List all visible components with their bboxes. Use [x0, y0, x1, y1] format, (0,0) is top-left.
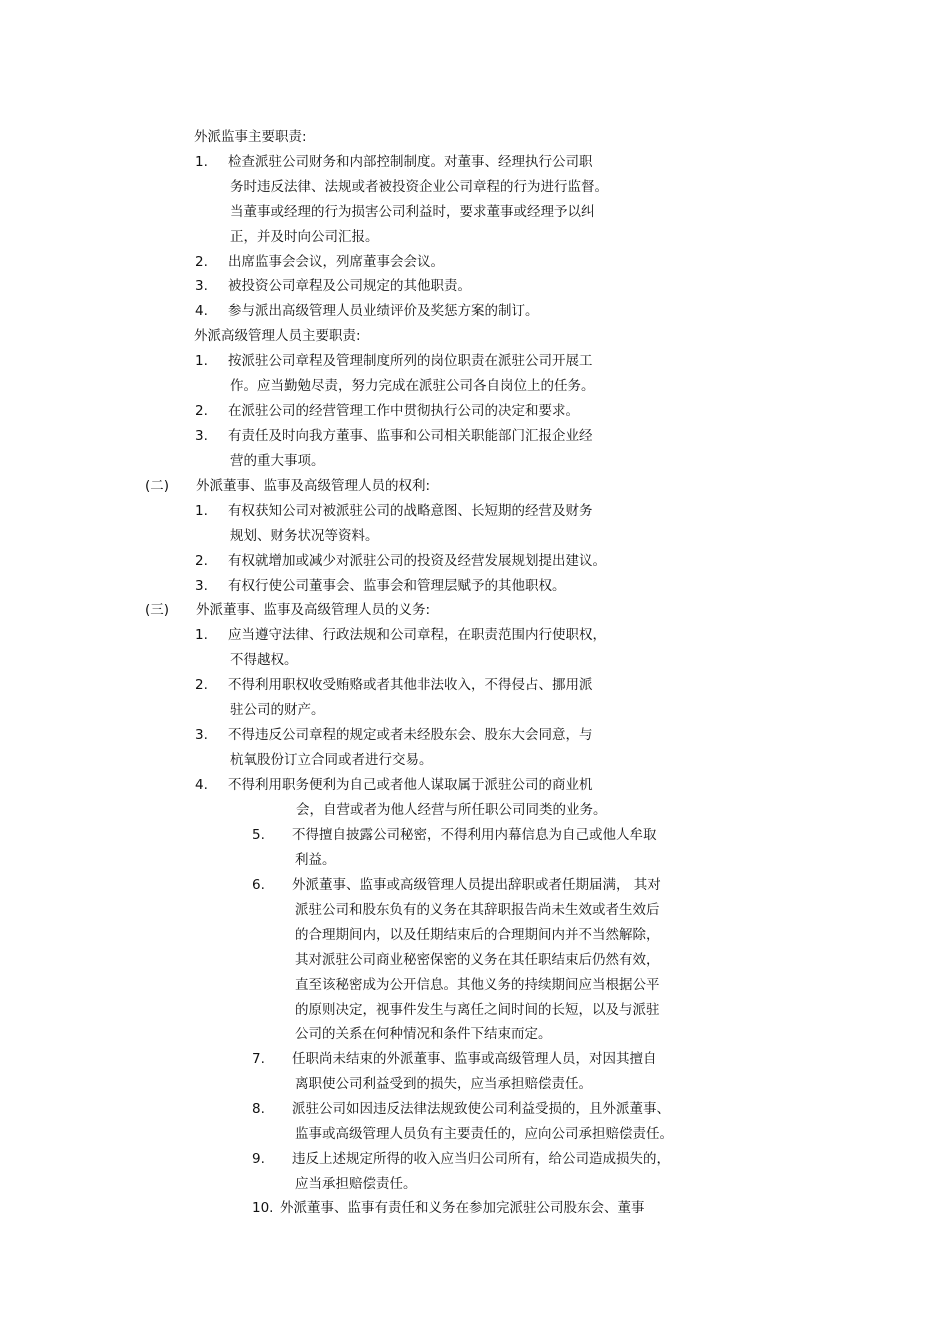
item-text: 有权行使公司董事会、监事会和管理层赋予的其他职权。: [228, 578, 566, 594]
section-marker: (二): [145, 478, 170, 494]
item-text: 被投资公司章程及公司规定的其他职责。: [228, 278, 471, 294]
section-marker: (三): [145, 602, 170, 618]
item-text: 应当承担赔偿责任。: [295, 1176, 417, 1192]
item-text: 检查派驻公司财务和内部控制制度。对董事、经理执行公司职: [228, 154, 593, 170]
item-number: 10.: [252, 1200, 274, 1216]
item-text: 当董事或经理的行为损害公司利益时，要求董事或经理予以纠: [230, 204, 595, 220]
item-text: 不得违反公司章程的规定或者未经股东会、股东大会同意，与: [228, 727, 593, 743]
item-number: 2.: [195, 403, 208, 419]
item-number: 4.: [195, 303, 208, 319]
item-text: 外派董事、监事或高级管理人员提出辞职或者任期届满， 其对: [292, 877, 661, 893]
item-text: 规划、财务状况等资料。: [230, 528, 379, 544]
item-text: 按派驻公司章程及管理制度所列的岗位职责在派驻公司开展工: [228, 353, 593, 369]
item-number: 8.: [252, 1101, 265, 1117]
item-text: 的原则决定，视事件发生与离任之间时间的长短，以及与派驻: [295, 1002, 660, 1018]
item-text: 任职尚未结束的外派董事、监事或高级管理人员，对因其擅自: [292, 1051, 657, 1067]
rights-heading: 外派董事、监事及高级管理人员的权利:: [196, 478, 431, 494]
manager-duties-heading: 外派高级管理人员主要职责:: [194, 328, 361, 344]
item-number: 4.: [195, 777, 208, 793]
item-number: 2.: [195, 254, 208, 270]
item-text: 违反上述规定所得的收入应当归公司所有，给公司造成损失的，: [292, 1151, 670, 1167]
item-text: 其对派驻公司商业秘密保密的义务在其任职结束后仍然有效，: [295, 952, 660, 968]
item-text: 有权就增加或减少对派驻公司的投资及经营发展规划提出建议。: [228, 553, 606, 569]
item-number: 3.: [195, 578, 208, 594]
item-text: 不得利用职权收受贿赂或者其他非法收入，不得侵占、挪用派: [228, 677, 593, 693]
item-number: 2.: [195, 553, 208, 569]
item-text: 直至该秘密成为公开信息。其他义务的持续期间应当根据公平: [295, 977, 660, 993]
item-text: 的合理期间内，以及任期结束后的合理期间内并不当然解除，: [295, 927, 660, 943]
item-text: 会，自营或者为他人经营与所任职公司同类的业务。: [296, 802, 607, 818]
item-text: 不得擅自披露公司秘密，不得利用内幕信息为自己或他人牟取: [292, 827, 657, 843]
item-number: 3.: [195, 278, 208, 294]
item-text: 杭氧股份订立合同或者进行交易。: [230, 752, 433, 768]
item-text: 外派董事、监事有责任和义务在参加完派驻公司股东会、董事: [280, 1200, 645, 1216]
item-number: 1.: [195, 154, 208, 170]
item-text: 有责任及时向我方董事、监事和公司相关职能部门汇报企业经: [228, 428, 593, 444]
item-number: 7.: [252, 1051, 265, 1067]
item-number: 5.: [252, 827, 265, 843]
item-text: 离职使公司利益受到的损失，应当承担赔偿责任。: [295, 1076, 592, 1092]
item-text: 公司的关系在何种情况和条件下结束而定。: [295, 1026, 552, 1042]
item-text: 在派驻公司的经营管理工作中贯彻执行公司的决定和要求。: [228, 403, 579, 419]
item-text: 派驻公司如因违反法律法规致使公司利益受损的，且外派董事、: [292, 1101, 670, 1117]
item-number: 6.: [252, 877, 265, 893]
item-text: 出席监事会会议，列席董事会会议。: [228, 254, 444, 270]
item-text: 不得利用职务便利为自己或者他人谋取属于派驻公司的商业机: [228, 777, 593, 793]
item-number: 9.: [252, 1151, 265, 1167]
item-text: 有权获知公司对被派驻公司的战略意图、长短期的经营及财务: [228, 503, 593, 519]
item-number: 3.: [195, 428, 208, 444]
item-text: 派驻公司和股东负有的义务在其辞职报告尚未生效或者生效后: [295, 902, 660, 918]
item-text: 不得越权。: [230, 652, 298, 668]
item-text: 正，并及时向公司汇报。: [230, 229, 379, 245]
item-text: 驻公司的财产。: [230, 702, 325, 718]
obligations-heading: 外派董事、监事及高级管理人员的义务:: [196, 602, 431, 618]
item-number: 1.: [195, 627, 208, 643]
item-number: 2.: [195, 677, 208, 693]
item-number: 1.: [195, 353, 208, 369]
item-text: 务时违反法律、法规或者被投资企业公司章程的行为进行监督。: [230, 179, 608, 195]
item-text: 营的重大事项。: [230, 453, 325, 469]
item-text: 应当遵守法律、行政法规和公司章程，在职责范围内行使职权，: [228, 627, 606, 643]
item-number: 3.: [195, 727, 208, 743]
supervisor-duties-heading: 外派监事主要职责:: [194, 129, 307, 145]
item-text: 作。应当勤勉尽责，努力完成在派驻公司各自岗位上的任务。: [230, 378, 595, 394]
item-number: 1.: [195, 503, 208, 519]
item-text: 监事或高级管理人员负有主要责任的，应向公司承担赔偿责任。: [295, 1126, 673, 1142]
item-text: 参与派出高级管理人员业绩评价及奖惩方案的制订。: [228, 303, 539, 319]
item-text: 利益。: [295, 852, 336, 868]
